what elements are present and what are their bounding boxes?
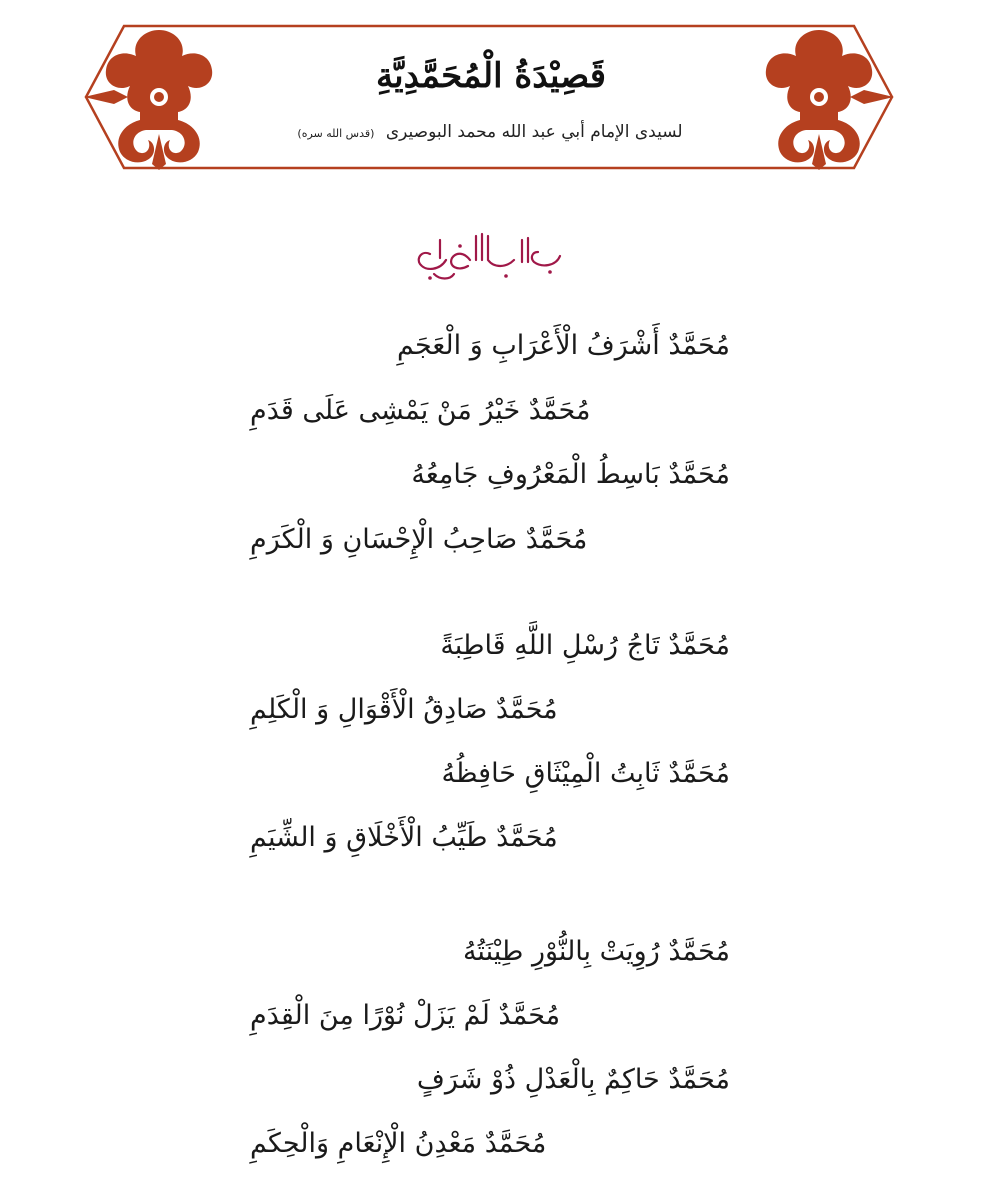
author-line: لسيدى الإمام أبي عبد الله محمد البوصيرى — [385, 122, 683, 142]
verse-line: مُحَمَّدٌ طَيِّبُ الْأَخْلَاقِ وَ الشِّيَمِ — [250, 822, 558, 853]
verse-line: مُحَمَّدٌ أَشْرَفُ الْأَعْرَابِ وَ الْعَجَمِ — [396, 330, 730, 361]
arabesque-ornament-left — [84, 24, 234, 170]
verse-line: مُحَمَّدٌ حَاكِمٌ بِالْعَدْلِ ذُوْ شَرَفٍ — [416, 1064, 730, 1095]
verse-line: مُحَمَّدٌ صَادِقُ الْأَقْوَالِ وَ الْكَلِمِ — [250, 694, 558, 725]
verse-line: مُحَمَّدٌ رُوِيَتْ بِالنُّوْرِ طِيْنَتُهُ — [462, 936, 730, 967]
author-honorific: (قدس الله سره) — [297, 127, 375, 140]
arabesque-ornament-right — [744, 24, 894, 170]
verse-line: مُحَمَّدٌ خَيْرُ مَنْ يَمْشِى عَلَى قَدَمِ — [250, 395, 591, 426]
poem-title: قَصِيْدَةُ الْمُحَمَّدِيَّةِ — [375, 56, 607, 96]
verse-line: مُحَمَّدٌ صَاحِبُ الْإِحْسَانِ وَ الْكَرَمِ — [250, 524, 588, 555]
header-banner — [84, 24, 894, 170]
basmala-calligraphy — [410, 222, 570, 286]
verse-line: مُحَمَّدٌ ثَابِتُ الْمِيْثَاقِ حَافِظُهُ — [441, 758, 730, 789]
verse-line: مُحَمَّدٌ تَاجُ رُسْلِ اللَّهِ قَاطِبَةً — [440, 630, 730, 661]
poem-subtitle — [270, 122, 710, 142]
verse-line: مُحَمَّدٌ لَمْ يَزَلْ نُوْرًا مِنَ الْقِدَمِ — [250, 1000, 561, 1031]
verse-line: مُحَمَّدٌ مَعْدِنُ الْإِنْعَامِ وَالْحِكَمِ — [250, 1128, 547, 1159]
verse-line: مُحَمَّدٌ بَاسِطُ الْمَعْرُوفِ جَامِعُهُ — [411, 459, 730, 490]
